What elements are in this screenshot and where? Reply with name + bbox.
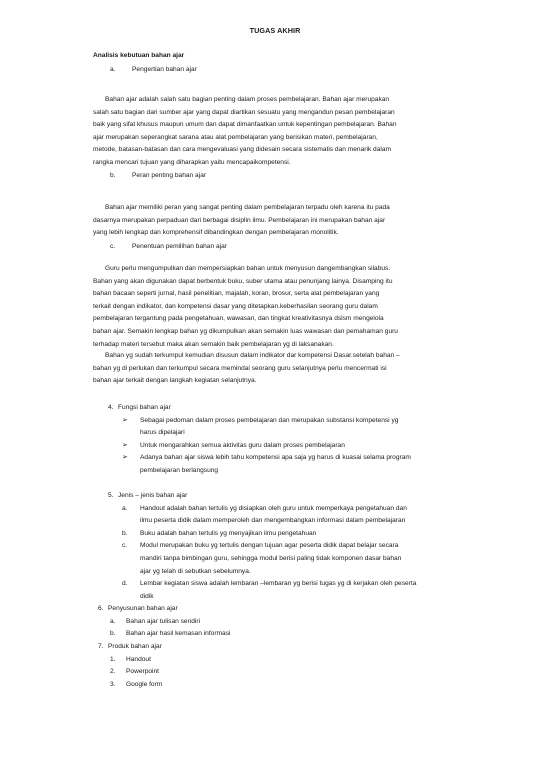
list-item-text: Modul merupakan buku yg tertulis dengan tujuan agar peserta didik dapat belajar secara (140, 542, 399, 550)
paragraph-line: Bahan ajar memiliki peran yang sangat penting dalam pembelajaran terpadu oleh karena itu pada (105, 204, 390, 211)
paragraph-line: Guru perlu mengumpulkan dan mempersiapkan bahan untuk menyusun dangembangkan silabus. (105, 265, 391, 272)
paragraph-c (93, 263, 458, 351)
paragraph-line: metode, batasan-batasan dan cara mengevaluasi yang didesain secara sistematis dan menarik dalam (93, 146, 391, 154)
list-item (108, 503, 458, 528)
list-marker: 2. (110, 668, 116, 676)
list-marker: 5. (108, 492, 114, 499)
list-marker: c. (122, 542, 128, 550)
list-penyusunan (98, 603, 458, 641)
list-marker: b. (122, 529, 128, 537)
paragraph-line: pembelajaran tergantung pada pengetahuan, wawasan, dan tingkat kreativitasnya dslsm mengelola (93, 315, 384, 323)
paragraph-line: rangka mencari tujuan yang diharapkan yaitu mencapaikompetensi. (93, 158, 291, 166)
page-title: TUGAS AKHIR (249, 26, 301, 35)
list-item-heading (98, 603, 458, 616)
list-heading-label: Fungsi bahan ajar (118, 404, 171, 411)
paragraph-a (93, 94, 458, 170)
paragraph-d (93, 350, 458, 388)
paragraph-line: ajar merupakan seperangkat sarana atau alat pembelajaran yang berisikan materi, pembelajaran, (93, 133, 378, 141)
list-item-text: Handout (126, 655, 151, 663)
list-item (108, 440, 458, 453)
list-marker: 6. (98, 605, 104, 612)
list-item-text: Untuk mengarahkan semua aktivitas guru dalam proses pembelajaran (140, 441, 345, 449)
paragraph-line: dasarnya merupakan perpaduan dari berbagai disiplin ilmu. Pembelajaran ini merupakan bahan ajar (93, 216, 386, 224)
list-item-text: Sebagai pedoman dalam proses pembelajaran dan merupakan substansi kompetensi yg (140, 416, 399, 424)
subheading-marker: a. (110, 66, 116, 73)
paragraph-line: salah satu bagian dari sumber ajar yang dapat diartikan sesuatu yang mengandun pesan pembelajaran (93, 108, 395, 116)
list-item-text: ajar yg telah di sebutkan sebelumnya. (140, 567, 251, 575)
arrow-bullet-icon: ➢ (122, 416, 128, 424)
list-item (98, 654, 458, 667)
list-item (98, 628, 458, 641)
paragraph-line: baik yang sifat khusus maupun umum dan dapat dimanfaatkan untuk kepentingan pembelajaran. Bahan (93, 121, 397, 129)
list-item (108, 415, 458, 440)
list-item-text: Adanya bahan ajar siswa lebih tahu kompetensi apa saja yg harus di kuasai selama program (140, 454, 411, 462)
list-item (98, 666, 458, 679)
list-marker: 7. (98, 643, 104, 650)
list-marker: 1. (110, 655, 116, 663)
paragraph-line: bahan bacaan seperti jurnal, hasil penelitian, majalah, koran, brosur, serta alat pembelajaran yang (93, 290, 380, 298)
list-item-text: Powerpoint (126, 668, 159, 676)
list-item-text: pembelajaran berlangsung (140, 466, 219, 474)
list-marker: d. (122, 580, 128, 588)
list-jenis (108, 490, 458, 603)
list-item (108, 578, 458, 603)
list-item-text: Bahan ajar tulisan sendiri (126, 617, 201, 625)
list-marker: a. (122, 504, 128, 512)
subheading-marker: c. (110, 243, 116, 250)
subheading-a (110, 66, 197, 73)
list-item-text: mandiri tanpa bimbingan guru, sehingga modul berisi paling tidak komponen dasar bahan (140, 554, 402, 562)
list-item-heading (108, 402, 458, 415)
subheading-c (110, 243, 227, 250)
list-item-text: ilmu peserta didik dalam memperoleh dan mengembangkan informasi dalam pembelajaran (140, 517, 406, 525)
list-item-text: didik (140, 592, 154, 600)
list-fungsi (108, 402, 458, 478)
list-marker: 4. (108, 404, 114, 411)
paragraph-line: Bahan yang akan digunakan dapat berbentuk buku, suber utama atau penunjang lainya. Disamping itu (93, 277, 393, 285)
list-heading-label: Jenis – jenis bahan ajar (118, 492, 188, 499)
subheading-label: Peran penting bahan ajar (132, 172, 207, 179)
paragraph-line: yang lebih lengkap dan komprehensif dibandingkan dengan pembelajaran monolitik. (93, 229, 339, 237)
list-marker: a. (110, 617, 116, 625)
list-item (98, 679, 458, 692)
arrow-bullet-icon: ➢ (122, 454, 128, 462)
list-item (108, 452, 458, 477)
paragraph-line: bahan yg di perlukan dan terkumpul secara memindai seorang guru selanjutnya perlu mencermati isi (93, 364, 387, 372)
arrow-bullet-icon: ➢ (122, 441, 128, 449)
section-heading: Analisis kebutuan bahan ajar (93, 52, 185, 59)
list-item-heading (108, 490, 458, 503)
paragraph-line: Bahan yg sudah terkumpul kemudian disusun dalam indikator dar kompetensi Dasar.setelah bahan – (105, 352, 400, 359)
list-heading-label: Penyusunan bahan ajar (108, 605, 178, 612)
list-item-text: harus dipelajari (140, 429, 185, 437)
paragraph-line: Bahan ajar adalah salah satu bagian penting dalam proses pembelajaran. Bahan ajar merupakan (105, 96, 390, 103)
list-item-text: Buku adalah bahan tertulis yg menyajikan ilmu pengetahuan (140, 529, 317, 537)
list-item-text: Handout adalah bahan tertulis yg disiapkan oleh guru untuk memperkaya pengetahuan dan (140, 504, 407, 512)
paragraph-line: bahan ajar. Semakin lengkap bahan yg dikumpulkan akan semakin luas wawasan dan pemahaman guru (93, 327, 398, 335)
subheading-label: Pengertian bahan ajar (132, 66, 197, 73)
list-item (98, 616, 458, 629)
subheading-marker: b. (110, 172, 116, 179)
list-item (108, 540, 458, 578)
paragraph-line: bahan ajar terkait dengan langkah kegiatan selanjutnya. (93, 377, 257, 385)
list-item-text: Bahan ajar hasil kemasan informasi (126, 630, 231, 638)
list-produk (98, 641, 458, 691)
list-marker: b. (110, 630, 116, 638)
paragraph-line: terkait dengan indikator, dan kompetensi dasar yang ditetapkan.keberhasilan seorang guru dalam (93, 302, 378, 310)
list-marker: 3. (110, 680, 116, 688)
list-item-heading (98, 641, 458, 654)
subheading-label: Penentuan pemilihan bahan ajar (132, 243, 227, 250)
list-item (108, 528, 458, 541)
list-item-text: Google form (126, 680, 163, 688)
paragraph-line: terhadap materi tersebut maka akan semakin baik pembelajaran yg di laksanakan. (93, 340, 334, 348)
list-heading-label: Produk bahan ajar (108, 643, 162, 650)
list-item-text: Lembar kegiatan siswa adalah lembaran –lembaran yg berisi tugas yg di kerjakan oleh peserta (140, 580, 417, 588)
paragraph-b (93, 202, 458, 240)
subheading-b (110, 172, 206, 179)
